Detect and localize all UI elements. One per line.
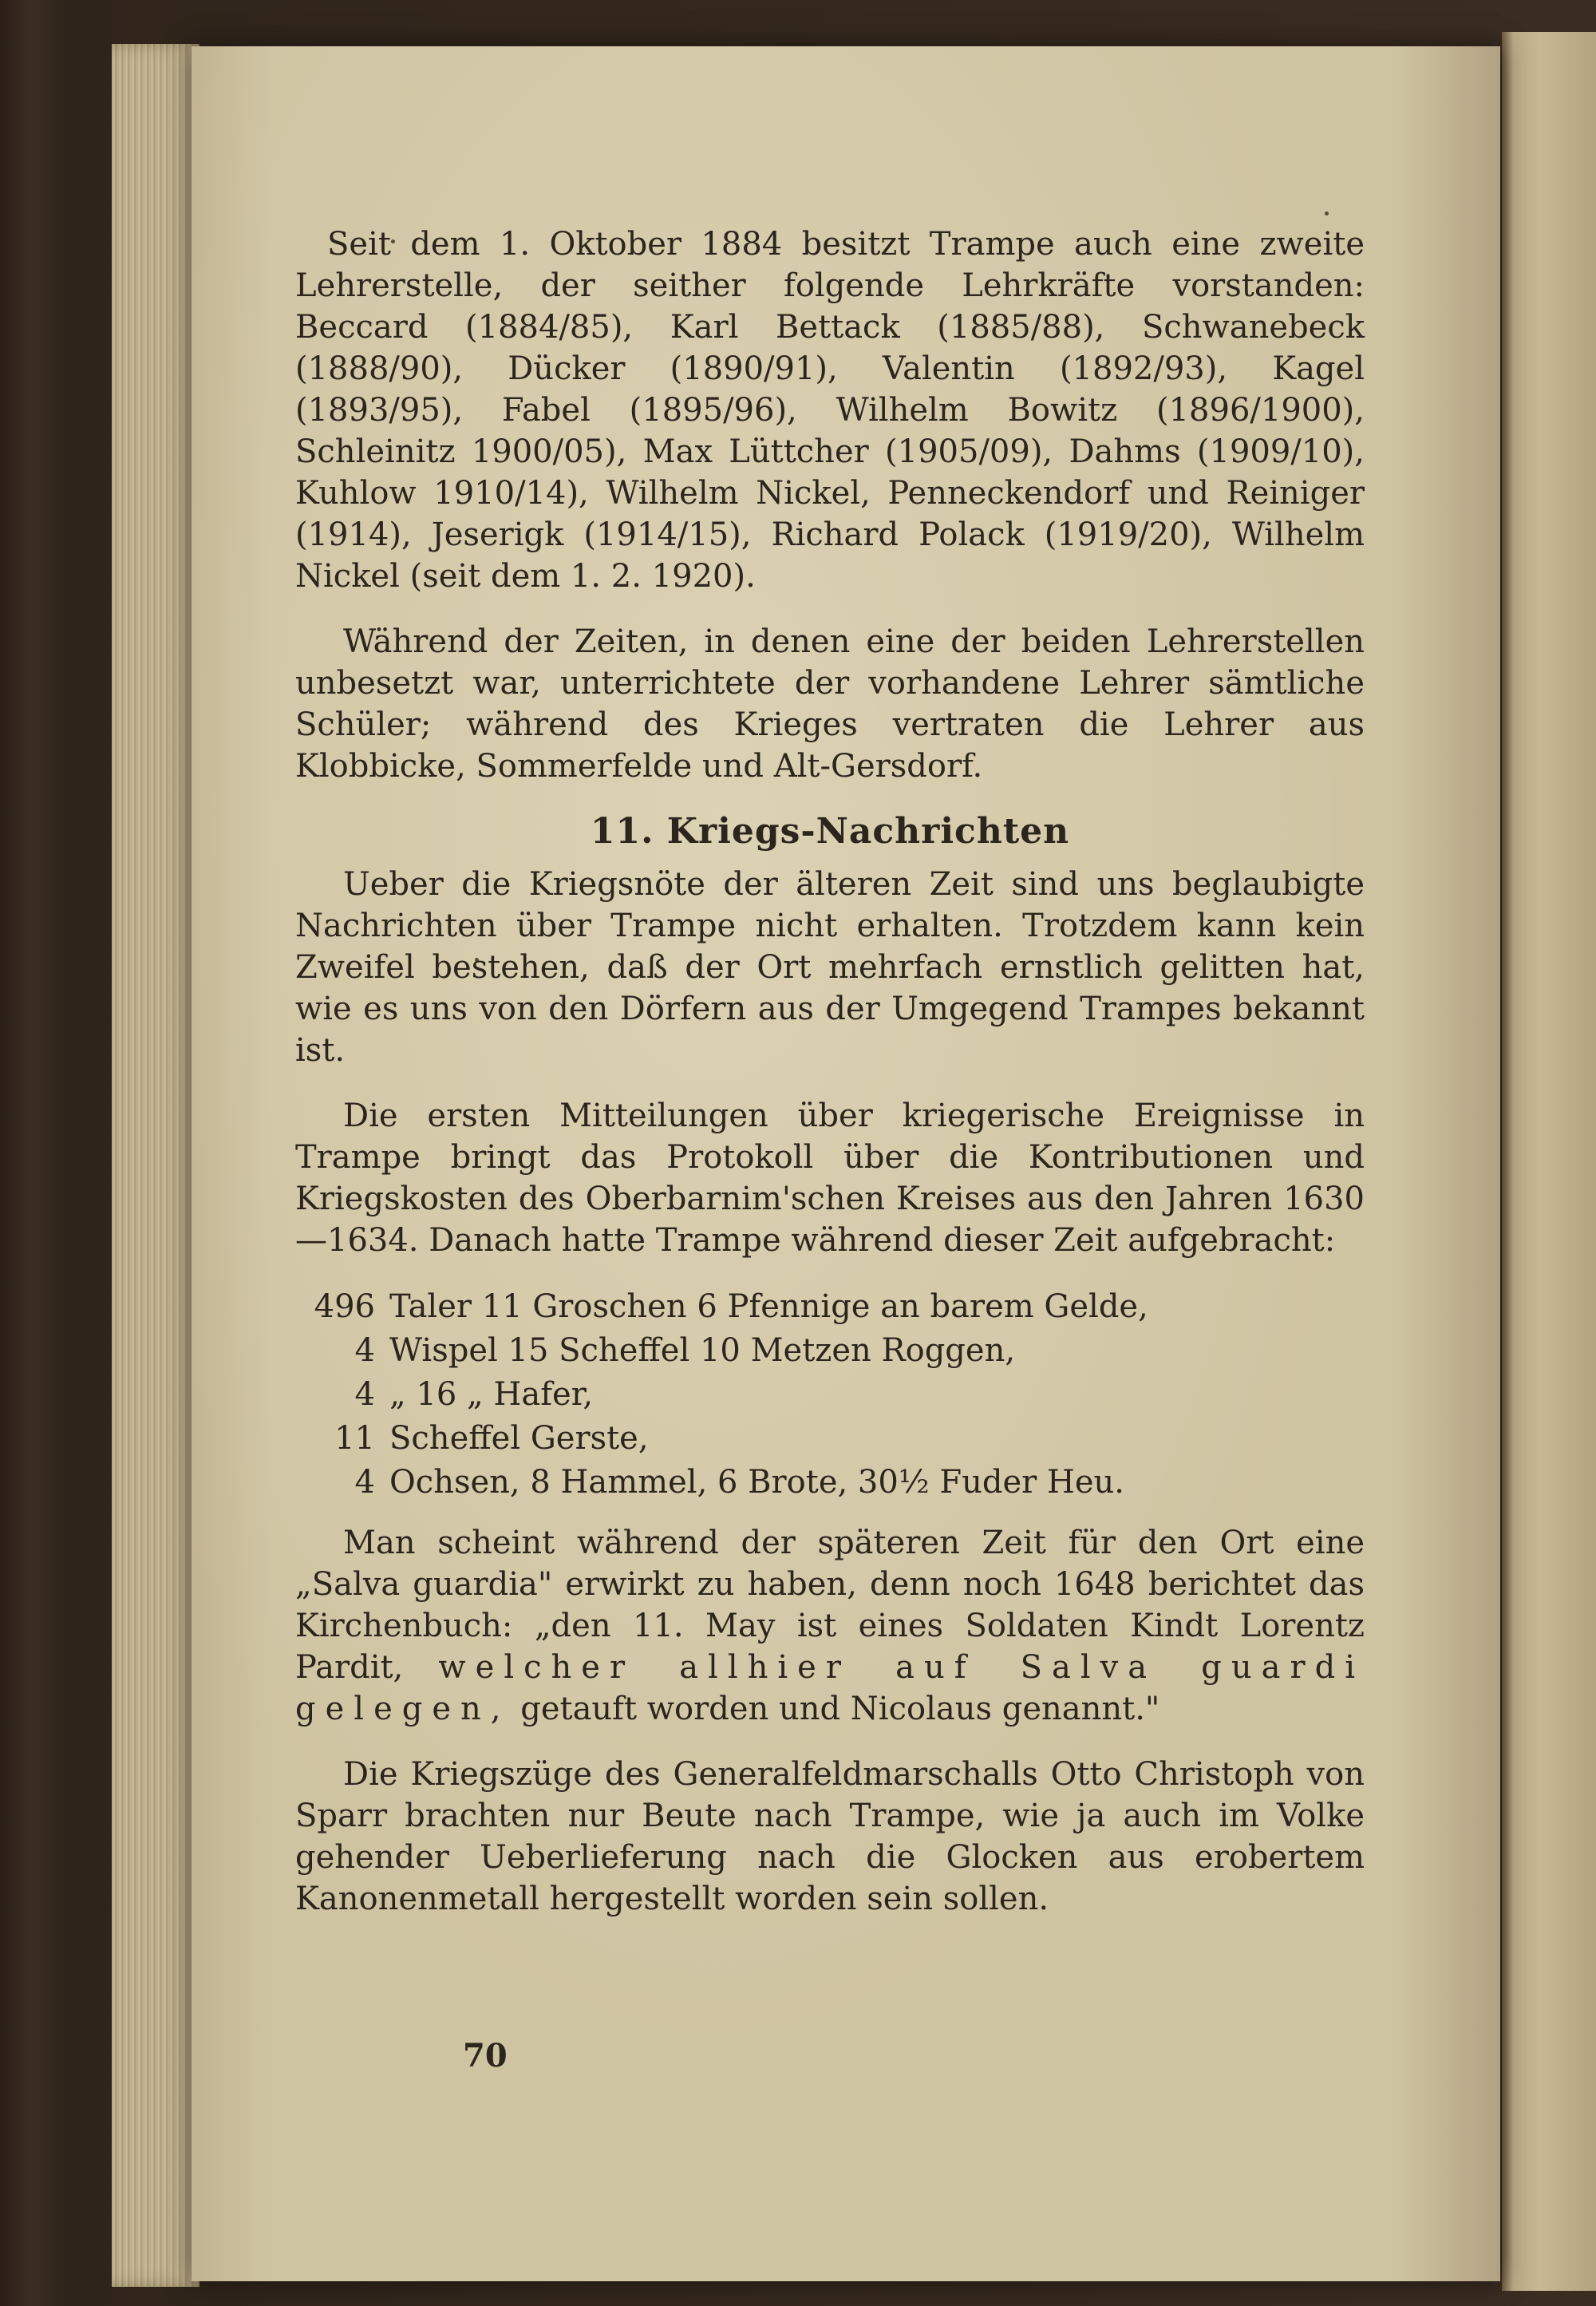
contribution-list [295,1285,1365,1505]
section-heading: 11. Kriegs-Nachrichten [590,811,1070,852]
paragraph-war-intro: Ueber die Kriegsnöte der älteren Zeit sind uns beglaubigte Nachrichten über Trampe nicht erhalten. Trotzdem kann kein Zweifel bestehen, daß der Ort mehrfach ernstlich gelitten hat, wie es uns von den Dörfern aus der Umgegend Trampes bekannt ist. [295,866,1365,1069]
paragraph-teachers: Seit dem 1. Oktober 1884 besitzt Trampe auch eine zweite Lehrerstelle, der seither folgende Lehrkräfte vorstanden: Beccard (1884/85), Karl Bettack (1885/88), Schwanebeck (1888/90), Dücker (1890/91), Valentin (1892/93), Kagel (1893/95), Fabel (1895/96), Wilhelm Bowitz (1896/1900), Schleinitz 1900/05), Max Lüttcher (1905/09), Dahms (1909/10), Kuhlow 1910/14), Wilhelm Nickel, Penneckendorf und Reiniger (1914), Jeserigk (1914/15), Richard Polack (1919/20), Wilhelm Nickel (seit dem 1. 2. 1920). [295,226,1365,595]
list-item: 4 Wispel 15 Scheffel 10 Metzen Roggen, [354,1332,1016,1369]
paragraph-protocol: Die ersten Mitteilungen über kriegerische Ereignisse in Trampe bringt das Protokoll über die Kontributionen und Kriegskosten des Oberbarnim'schen Kreises aus den Jahren 1630—1634. Danach hatte Trampe während dieser Zeit aufgebracht: [295,1098,1365,1259]
paragraph-vacancies: Während der Zeiten, in denen eine der beiden Lehrerstellen unbesetzt war, unterrichtete der vorhandene Lehrer sämtliche Schüler; während des Krieges vertraten die Lehrer aus Klobbicke, Sommerfelde und Alt-Gersdorf. [295,623,1365,785]
page-text [295,223,1365,1944]
page-edges [112,44,200,2287]
page-number: 70 [463,2037,508,2075]
paragraph-sparr: Die Kriegszüge des Generalfeldmarschalls Otto Christoph von Sparr brachten nur Beute nach Trampe, wie ja auch im Volke gehender Ueberlieferung nach die Glocken aus erobertem Kanonenmetall hergestellt worden sein sollen. [295,1756,1365,1917]
paper-speck [1325,212,1329,216]
list-item: 11 Scheffel Gerste, [334,1420,649,1457]
list-item: 4 „ 16 „ Hafer, [354,1376,594,1413]
paragraph-salva-guardia: Man scheint während der späteren Zeit für den Ort eine „Salva guardia" erwirkt zu haben, denn noch 1648 berichtet das Kirchenbuch: „den 11. May ist eines Soldaten Kindt Lorentz Pardit, welcher allhier auf Salva guardi gelegen, getauft worden und Nicolaus genannt." [295,1525,1365,1727]
list-item: 496 Taler 11 Groschen 6 Pfennige an barem Gelde, [314,1288,1148,1325]
adjacent-page-edge [1502,32,1596,2291]
list-item: 4 Ochsen, 8 Hammel, 6 Brote, 30½ Fuder Heu. [354,1464,1124,1501]
